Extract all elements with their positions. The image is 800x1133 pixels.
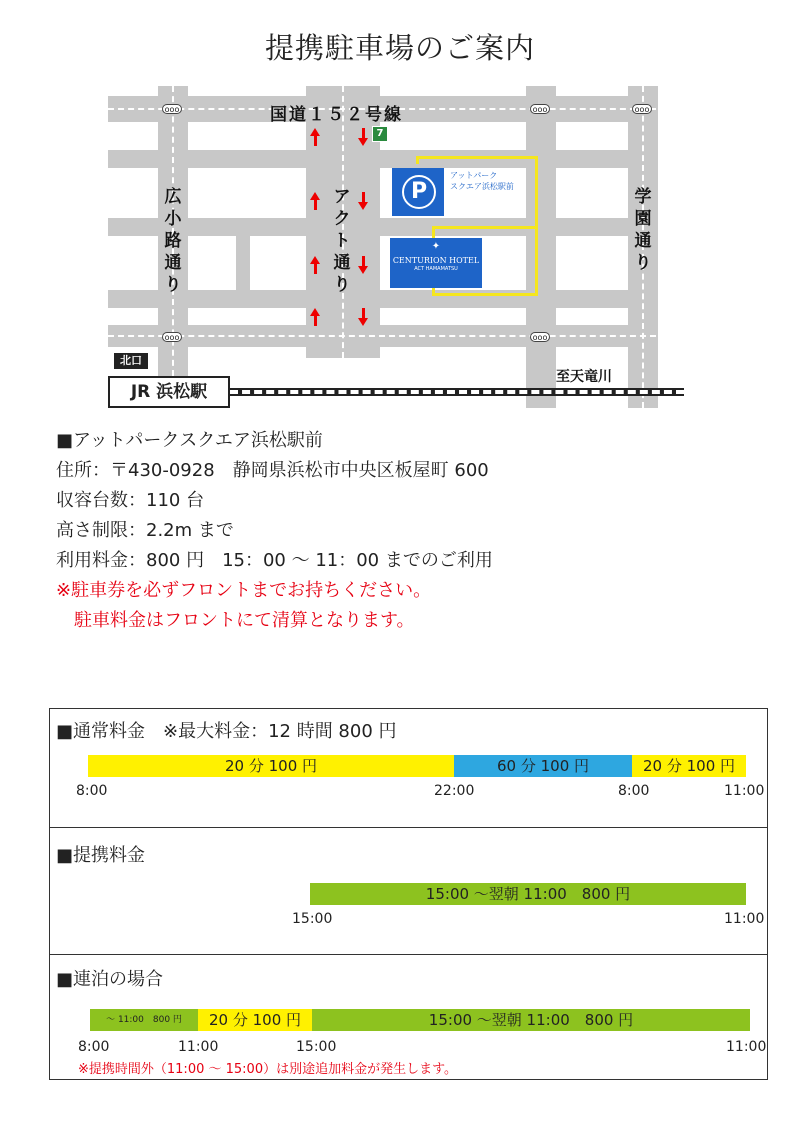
road-h2 [108, 150, 656, 168]
parking-note: 駐車料金はフロントにて清算となります。 [56, 610, 415, 631]
parking-note: ※駐車券を必ずフロントまでお持ちください。 [56, 580, 432, 601]
partner-rate-title: ■提携料金 [56, 845, 146, 866]
traffic-signal-icon: ooo [162, 332, 182, 342]
hotel-sub: ACT HAMAMATSU [414, 266, 458, 272]
national-road-label: 国道１５２号線 [270, 105, 403, 125]
rate-bar: 15:00 〜翌朝 11:00 800 円 [310, 883, 746, 905]
rate-bar: 20 分 100 円 [632, 755, 746, 777]
rate-bar: 15:00 〜翌朝 11:00 800 円 [312, 1009, 750, 1031]
road-h3 [108, 218, 656, 236]
parking-name-label: アットパーク スクエア浜松駅前 [450, 171, 514, 191]
traffic-signal-icon: ooo [162, 104, 182, 114]
traffic-signal-icon: ooo [530, 104, 550, 114]
time-tick: 11:00 [178, 1039, 219, 1055]
lane-marking [108, 335, 656, 337]
time-tick: 11:00 [726, 1039, 767, 1055]
north-exit-label: 北口 [114, 353, 148, 369]
gakuen-street-label: 学園通り [634, 187, 652, 273]
time-tick: 15:00 [296, 1039, 337, 1055]
parking-height-limit: 高さ制限：2.2m まで [56, 520, 234, 541]
road-h4 [108, 290, 656, 308]
road-v2 [236, 236, 250, 290]
traffic-signal-icon: ooo [530, 332, 550, 342]
tenryu-direction-label: 至天竜川 [556, 369, 612, 385]
parking-fee: 利用料金：800 円 15：00 〜 11：00 までのご利用 [56, 550, 493, 571]
access-map [0, 0, 800, 420]
parking-icon: P [392, 168, 444, 216]
time-tick: 8:00 [618, 783, 650, 799]
act-street-label: アクト通り [333, 187, 351, 295]
normal-rate-title: ■通常料金 ※最大料金：12 時間 800 円 [56, 721, 397, 742]
parking-address: 住所：〒430-0928 静岡県浜松市中央区板屋町 600 [56, 460, 489, 481]
parking-name: ■アットパークスクエア浜松駅前 [56, 430, 323, 451]
parking-capacity: 収容台数：110 台 [56, 490, 205, 511]
rate-bar: 20 分 100 円 [88, 755, 454, 777]
time-tick: 22:00 [434, 783, 475, 799]
road-v4 [526, 86, 556, 408]
hirokoji-street-label: 広小路通り [164, 187, 182, 295]
hotel-logo [390, 238, 482, 288]
hotel-name: CENTURION HOTEL [392, 256, 480, 265]
consecutive-rate-title: ■連泊の場合 [56, 969, 164, 990]
station-label: JR 浜松駅 [108, 376, 230, 408]
railway-line [230, 388, 684, 396]
time-tick: 8:00 [76, 783, 108, 799]
time-tick: 11:00 [724, 911, 765, 927]
time-tick: 11:00 [724, 783, 765, 799]
page-title: 提携駐車場のご案内 [264, 31, 535, 65]
time-tick: 8:00 [78, 1039, 110, 1055]
consecutive-rate-panel [49, 954, 768, 1080]
normal-rate-panel [49, 708, 768, 828]
rate-bar: 〜 11:00 800 円 [90, 1009, 198, 1031]
rate-bar: 20 分 100 円 [198, 1009, 312, 1031]
consecutive-note: ※提携時間外（11:00 〜 15:00）は別途追加料金が発生します。 [78, 1062, 458, 1077]
hotel-emblem-icon: ✦ [431, 241, 441, 252]
traffic-signal-icon: ooo [632, 104, 652, 114]
parking-info [56, 426, 493, 636]
time-tick: 15:00 [292, 911, 333, 927]
convenience-store-icon: 7 [372, 126, 388, 142]
partner-rate-panel [49, 827, 768, 955]
rate-bar: 60 分 100 円 [454, 755, 632, 777]
